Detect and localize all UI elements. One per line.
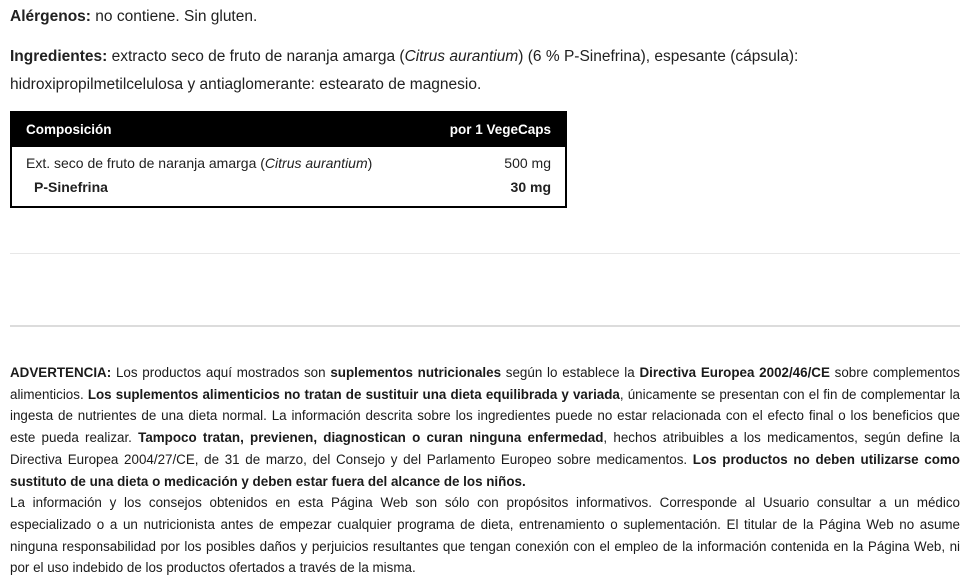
- warning-text-segment: sobre complementos alimenticios.: [10, 365, 961, 402]
- ingredient-amount: 500 mg: [504, 155, 551, 171]
- ingredient-amount: 30 mg: [510, 179, 551, 195]
- ingredients-text-after-latin: ) (6 % P-Sinefrina), espesante (cápsula): hidroxipropilmetilcelulosa y antiaglomerante: estearato de magnesio.: [10, 48, 799, 93]
- warning-text-segment: Los suplementos alimenticios no tratan de sustituir una dieta equilibrada y variada: [87, 386, 620, 402]
- warning-text-segment: , únicamente se presentan con el fin de complementar la ingesta de nutrientes de una dieta normal. La información descrita sobre los ingredientes puede no estar relacionada con el efecto final o los beneficios que este pueda realizar.: [10, 386, 960, 446]
- warning-text-segment: según lo establece la: [501, 365, 640, 380]
- ingredients-text-before-latin: extracto seco de fruto de naranja amarga (: [107, 48, 405, 65]
- warning-paragraph-disclaimer: La información y los consejos obtenidos en esta Página Web son sólo con propósitos informativos. Corresponde al Usuario consultar a un médico especializado o a un nutricionista antes de empezar cualquier programa de dieta, entrenamiento o suplementación. El titular de la Página Web no asume ninguna responsabilidad por los posibles daños y perjuicios resultantes que tengan conexión con el empleo de la información contenida en la Página Web, ni por el uso indebido de los productos ofertados a través de la misma.: [10, 495, 960, 576]
- table-row: [12, 151, 565, 175]
- warning-text-segment: suplementos nutricionales: [330, 365, 502, 380]
- warning-text-segment: Directiva Europea 2002/46/CE: [639, 365, 830, 380]
- ingredient-latin-name: Citrus aurantium: [264, 155, 368, 171]
- section-divider: [10, 325, 960, 327]
- table-row: [12, 175, 565, 199]
- product-info-panel: [0, 5, 970, 579]
- composition-table-header: [11, 112, 566, 147]
- composition-header-amount-column: por 1 VegeCaps: [449, 122, 551, 137]
- warning-text-segment: Los productos aquí mostrados son: [111, 365, 331, 380]
- allergens-text: no contiene. Sin gluten.: [95, 8, 258, 25]
- warning-block: [10, 362, 960, 579]
- ingredient-name-text: Ext. seco de fruto de naranja amarga (: [26, 155, 265, 171]
- section-divider: [10, 253, 960, 254]
- ingredients-label: Ingredientes:: [10, 48, 108, 65]
- warning-text-segment: Los productos no deben utilizarse como sustituto de una dieta o medicación y deben estar fuera del alcance de los niños.: [10, 451, 960, 489]
- ingredients-line: [10, 43, 960, 99]
- allergens-label: Alérgenos:: [10, 8, 91, 25]
- ingredient-name: P-Sinefrina: [34, 179, 108, 195]
- warning-text-segment: , hechos atribuibles a los medicamentos, según define la Directiva Europea 2004/27/CE, de 31 de marzo, del Consejo y del Parlamento Europeo sobre medicamentos.: [10, 430, 960, 467]
- allergens-line: [10, 5, 960, 29]
- composition-header-name-column: Composición: [26, 122, 112, 137]
- ingredients-latin-name: Citrus aurantium: [404, 48, 519, 65]
- composition-table: [10, 111, 567, 208]
- warning-text-segment: Tampoco tratan, previenen, diagnostican o curan ninguna enfermedad: [138, 430, 604, 446]
- warning-paragraph-legal: [10, 362, 960, 492]
- ingredient-name: [26, 154, 372, 172]
- warning-label: ADVERTENCIA:: [10, 365, 112, 380]
- ingredient-name-close: ): [367, 155, 373, 171]
- composition-table-body: [12, 146, 565, 206]
